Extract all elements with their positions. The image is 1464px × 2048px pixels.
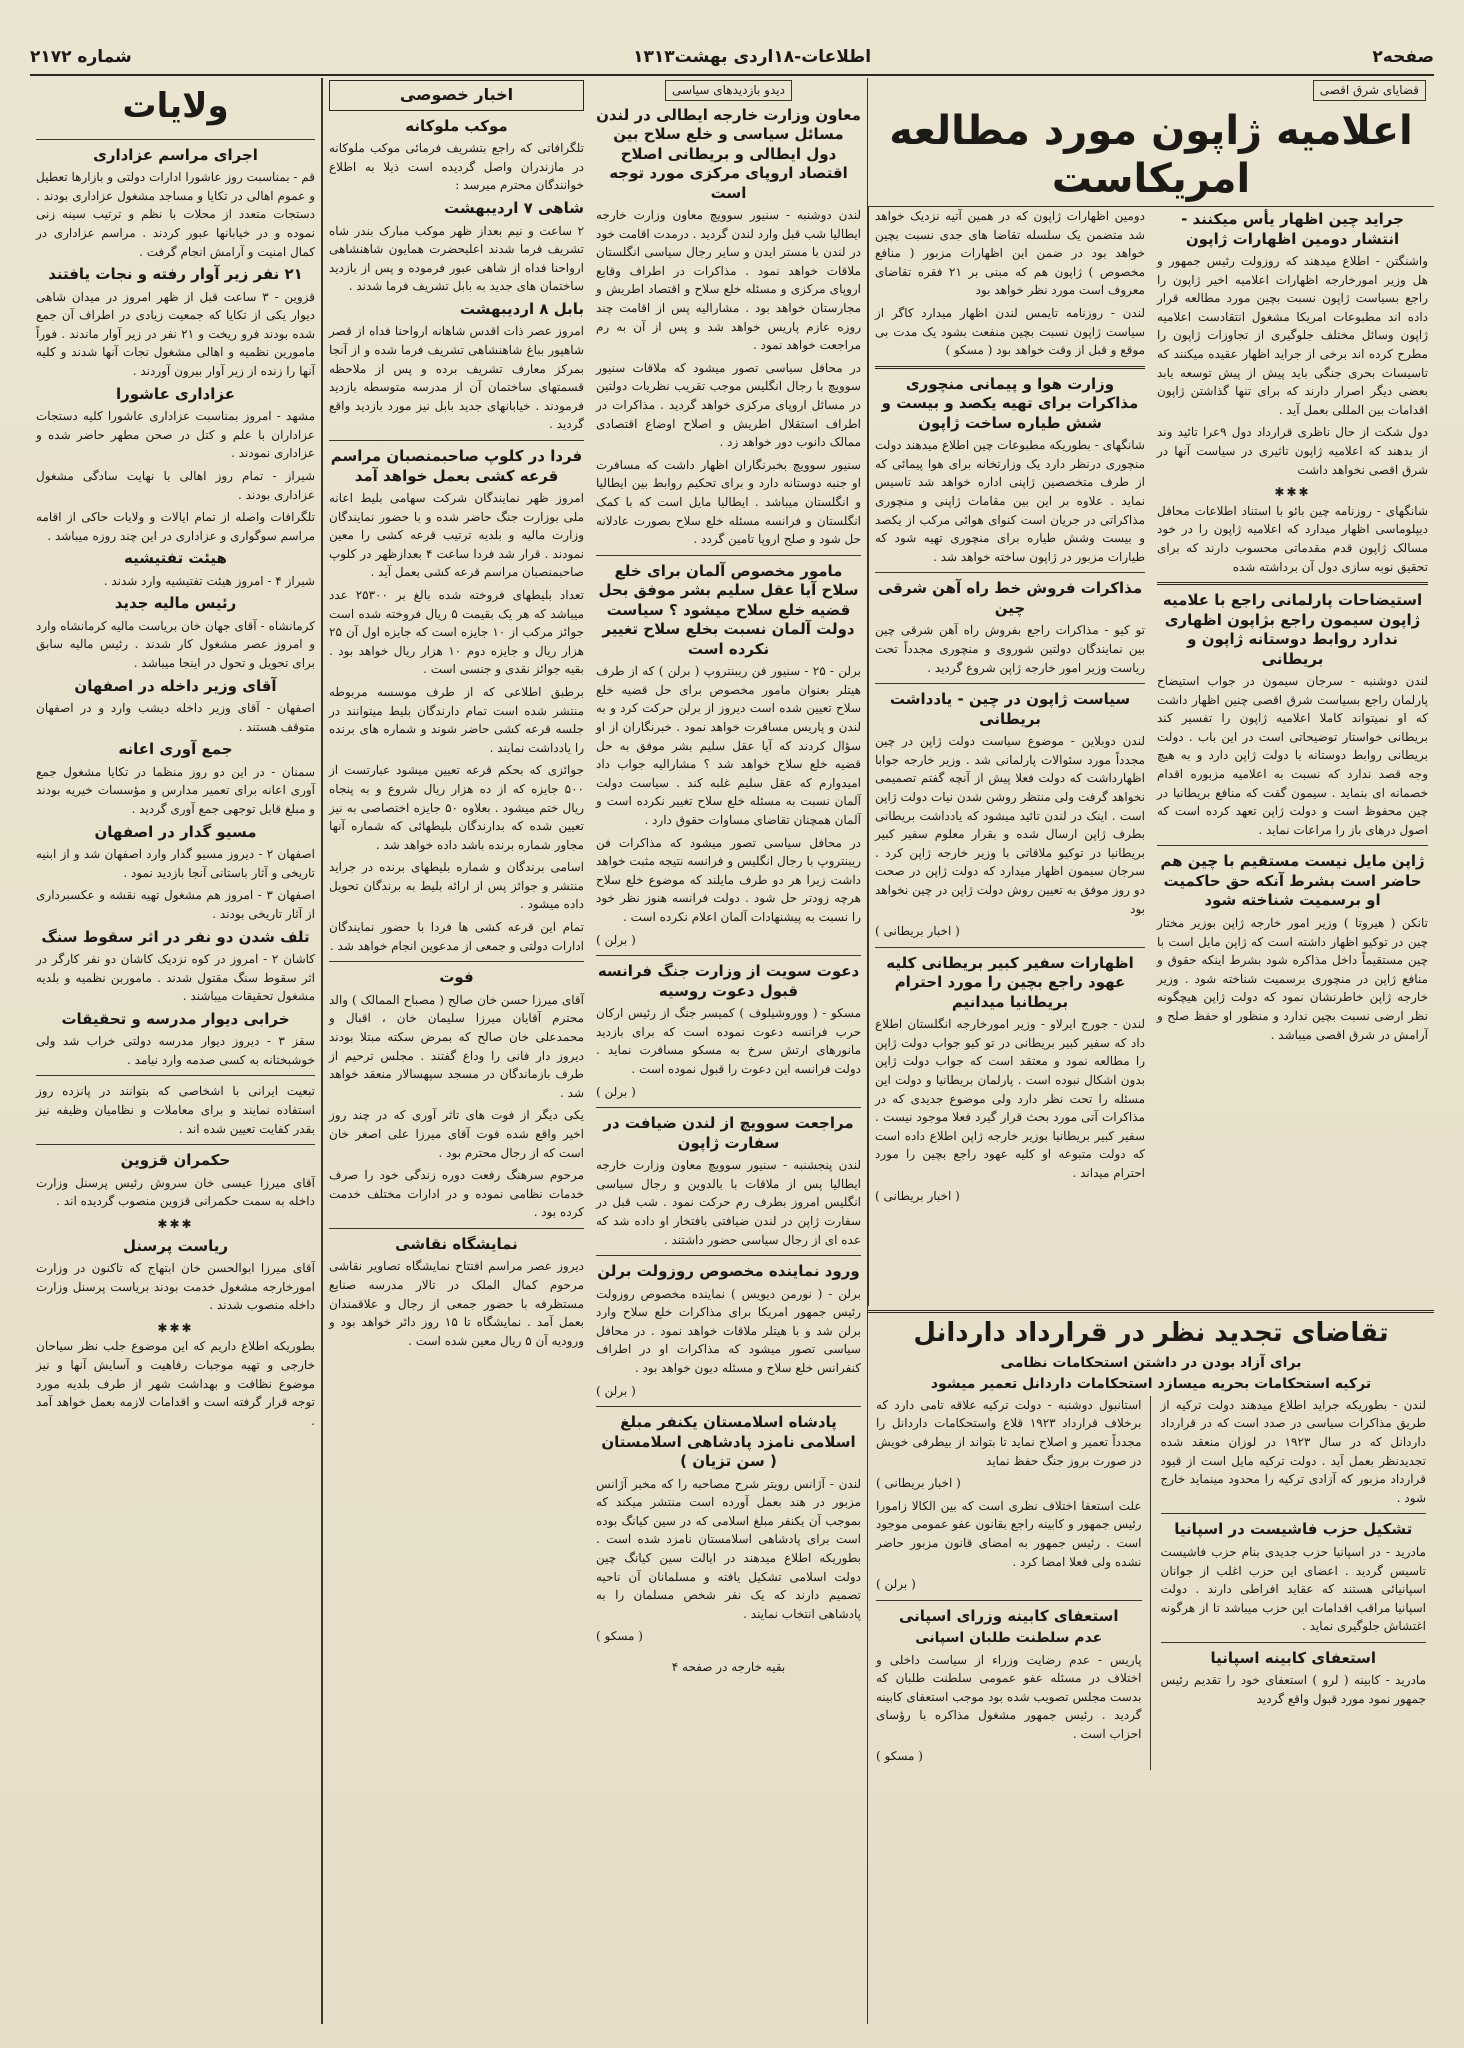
provinces-headline-9: تلف شدن دو نفر در اثر سقوط سنگ: [41, 927, 310, 946]
provinces-paragraph-11: اصفهان ۳ - امروز هم مشغول تهیه نقشه و عکسبرداری از آثار تاریخی بودند .: [36, 888, 315, 921]
bottom-headline-3: استعفای کابینه اسپانیا: [1210, 1648, 1376, 1667]
bottom-story: [868, 1310, 1434, 2024]
provinces-paragraph-14: تبعیت ایرانی با اشخاصی که بتوانند در پانزده روز استفاده نمایند و برای معاملات و نظامیان وظیفه نیز بقدر کفایت تعیین شده اند .: [36, 1084, 315, 1136]
foreign-signature-4: ( مسکو ): [596, 1629, 643, 1644]
foreign-paragraph-2: در محافل سیاسی تصور میشود که ملاقات سنیور سوویچ با رجال انگلیس موجب تقریب نظریات دولتین در مسائل اروپای مرکزی خواهد گردید . مذاکرات در اطراف استقلال اطریش و اصلاح اوضاع اقتصادی ممالک دانوب دور خواهد زد .: [596, 360, 861, 450]
bottom-paragraph-4: مادرید - کابینه ( لرو ) استعفای خود را تقدیم رئیس جمهور نمود مورد قبول واقع گردید: [1160, 1673, 1426, 1706]
provinces-paragraph-4: شیراز - تمام روز اهالی با نهایت سادگی مشغول عزاداری بودند .: [36, 468, 315, 502]
foreign-headline-1: معاون وزارت خارجه ایطالی در لندن مسائل سیاسی و خلع سلاح بین دول ایطالی و بریطانی اصلاح اقتصاد اروپای مرکزی مورد توجه است: [596, 105, 861, 202]
foreign-paragraph-4: برلن - ۲۵ - سنیور فن ریبنتروپ ( برلن ) که از طرف هیتلر بعنوان مامور مخصوص برای حل قضیه خلع سلاح تعیین شده است دیروز از برلن حرکت کرد و به لندن و پاریس مسافرت خواهد نمود . خبرنگاران از او سؤال کردند که آیا عقل سلیم بشر موفق به حل قضیه خلع سلاح خواهد شد ؟ مشارالیه جواب داد امیدوارم که عقل سلیم غلبه کند . سیاست دولت آلمان نسبت به مسئله خلع سلاح تغییر نکرده است و آلمان همچنان تقاضای مساوات حقوق دارد .: [596, 664, 862, 828]
provinces-paragraph-5: تلگرافات واصله از تمام ایالات و ولایات حاکی از اقامه مراسم سوگواری و عزاداری در این چند روزه میباشد .: [36, 510, 315, 543]
provinces-headline-2: ۲۱ نفر زیر آوار رفته و نجات یافتند: [48, 265, 303, 284]
foreign-headline-4: مراجعت سوویچ از لندن ضیافت در سفارت ژاپون: [603, 1114, 854, 1152]
bottom-paragraph-5: پاریس - عدم رضایت وزراء از سیاست داخلی و اختلاف در مسئله عفو عمومی سلطنت طلبان که بدست مجلس تصویب شده بود موجب استعفای کابینه گردید . رئیس جمهور مشغول مذاکره با رؤسای احزاب است .: [876, 1652, 1142, 1741]
special-headline-3: بابل ۸ اردیبهشت: [459, 299, 584, 318]
foreign-paragraph-1: لندن دوشنبه - سنیور سوویچ معاون وزارت خارجه ایطالیا شب قبل وارد لندن گردید . درمدت اقامت خود در لندن با مستر ایدن و سایر رجال سیاسی انگلستان ملاقات خواهد نمود . مذاکرات در اطراف وقایع اروپای مرکزی و مسئله خلع سلاح و اقتصاد اطریش و مجارستان خواهد بود . مشارالیه پس از اقامت چند روزه عازم پاریس خواهد شد و پس از آن به رم مراجعت خواهد نمود .: [596, 208, 861, 353]
special-paragraph-13: دیروز عصر مراسم افتتاح نمایشگاه تصاویر نقاشی مرحوم کمال الملک در تالار مدرسه صنایع مستظرفه با حضور جمعی از رجال و علاقمندان بعمل آمد . نمایشگاه تا ۱۵ روز دائر خواهد بود و ورودیه آن ۵ ریال معین شده است .: [329, 1259, 584, 1348]
lead-paragraph-2: دول شکت از حال ناظری قرارداد دول ۹عرا تائید وند از بدهند که اعلامیه ژاپون تاثیری در سیاست آنها در شرق اقصی نخواهد داشت: [1157, 425, 1428, 477]
columns-grid: [30, 78, 1434, 2024]
bottom-subhead-2: ترکیه استحکامات بحریه میسازد استحکامات داردانل تعمیر میشود: [930, 1375, 1372, 1392]
special-paragraph-6: برطبق اطلاعی که از طرف موسسه مربوطه منتشر شده است تمام دارندگان بلیط میتوانند در جلسه قرعه کشی حاضر شوند و شماره های برنده را یادداشت نمایند .: [329, 684, 584, 755]
provinces-paragraph-3: مشهد - امروز بمناسبت عزاداری عاشورا کلیه دستجات عزاداران با علم و کتل در صحن مطهر حاضر شده و عزاداری نمودند .: [36, 409, 315, 461]
foreign-headline-3: دعوت سویت از وزارت جنگ فرانسه قبول دعوت روسیه: [597, 962, 860, 1000]
provinces-paragraph-7: کرمانشاه - آقای جهان خان بریاست مالیه کرمانشاه وارد و امروز عصر مشغول کار شدند . رئیس مالیه سابق برای تحویل و تحول در اینجا میباشد .: [36, 618, 315, 671]
provinces-headline-6: آقای وزیر داخله در اصفهان: [74, 676, 277, 695]
lead-subhead-2: جراید چین اظهار یأس میکنند - انتشار دومین اظهارات ژاپون: [1181, 210, 1404, 248]
bottom-paragraph-2: استانبول دوشنبه - دولت ترکیه علاقه تامی دارد که برخلاف قرارداد ۱۹۲۳ قلاع واستحکامات داردانل را مجدداً تعمیر و اصلاح نماید تا بتواند از بیطرفی خویش در صورت بروز جنگ حفظ نماید: [876, 1397, 1142, 1468]
foreign-paragraph-5: در محافل سیاسی تصور میشود که مذاکرات فن ریبنتروپ با رجال انگلیس و فرانسه نتیجه مثبت خواهد داشت زیرا هر دو طرف مایلند که موضوع خلع سلاح هرچه زودتر حل شود . دولت فرانسه هنوز نظر خود را نسبت به پیشنهادات آلمان اعلام نکرده است .: [596, 835, 861, 924]
provinces-paragraph-6: شیراز ۴ - امروز هیئت تفتیشیه وارد شدند .: [103, 573, 315, 588]
paper-date: اطلاعات-۱۸اردی بهشت۱۳۱۳: [633, 47, 872, 67]
provinces-paragraph-13: سقز ۳ - دیروز دیوار مدرسه دولتی خراب شد ولی خوشبختانه به کسی صدمه وارد نیامد .: [36, 1034, 315, 1067]
lead-paragraph-5: لندن - روزنامه تایمس لندن اظهار میدارد کاگر از سیاست ژاپون نسبت بچین منفعت بشود یک مدت بی موقع و قبل از وقت خواهد بود ( مسکو ): [875, 305, 1145, 358]
provinces-headline-10: خرابی دیوار مدرسه و تحقیقات: [61, 1009, 290, 1028]
foreign-headline-5: ورود نماینده مخصوص روزولت برلن: [597, 1262, 860, 1281]
bottom-paragraph-3: مادرید - در اسپانیا حزب جدیدی بنام حزب فاشیست تاسیس گردید . اعضای این حزب اغلب از جوانان اسپانیائی هستند که عقاید افراطی دارند . دولت اسپانیا مراقب اقدامات این حزب میباشد تا از هرگونه اغتشاش جلوگیری نماید .: [1160, 1544, 1426, 1634]
foreign-continued: بقیه خارجه در صفحه ۴: [671, 1660, 786, 1675]
special-paragraph-3: امروز عصر ذات اقدس شاهانه ارواحنا فداه از قصر شاهپور بباغ شاهنشاهی تشریف فرما شده و از آنجا بمرکز معارف تشریف برده و پس از ملاحظه قسمتهای ساختمان آن از مدرسه متوسطه بازدید فرمودند . خیابانهای جدید بابل نیز مورد بازدید واقع گردید .: [329, 324, 584, 432]
provinces-paragraph-12: کاشان ۲ - امروز در کوه نزدیک کاشان دو نفر کارگر در اثر سقوط سنگ مقتول شدند . ماموربن نظمیه و بلدیه مشغول تحقیقات میباشند .: [36, 952, 315, 1004]
provinces-headline-1: اجرای مراسم عزاداری: [93, 145, 258, 164]
column-4: [322, 78, 590, 2024]
right-headline-1: استیضاحات پارلمانی راجع با علامیه ژاپون سیمون راجع بژاپون اظهاری ندارد روابط دوستانه ژاپون و بریطانی: [1162, 591, 1423, 668]
provinces-paragraph-9: سمنان - در این دو روز منظما در تکایا مشغول جمع آوری اعانه برای تعمیر مدارس و مؤسسات خیریه بودند و مبلغ قابل توجهی جمع آوری گردید .: [36, 764, 315, 817]
foreign-signature-3: ( برلن ): [596, 1383, 636, 1398]
bottom-signature: ( اخبار بریطانی ): [876, 1476, 961, 1491]
special-paragraph-4: امروز ظهر نمایندگان شرکت سهامی بلیط اعانه ملی بوزارت جنگ حاضر شده و با حضور نمایندگان وزارت مالیه و بلدیه ترتیب قرعه کشی را معین نمودند . قرار شد فردا ساعت ۴ بعدازظهر در کلوپ صاحبمنصبان مراسم قرعه کشی بعمل آید .: [329, 491, 584, 580]
lead-story-header: [868, 78, 1434, 204]
column-5: ولایات اجرای مراسم عزاداری قم - بمناسبت روز عاشورا ادارات دولتی و بازارها تعطیل و عموم اهالی در تکایا و مساجد مشغول عزاداری بودند . دستجات متعدد از محلات با نظم و ترتیب سینه زنی نموده و در خیابانها عبور کردند . مراسم عزاداری در کمال امنیت و آرامش انجام گرفت . ۲۱ نفر زیر آوار رفته و نجات یافتند قزوین - ۳ ساعت قبل از ظهر امروز در میدان شاهی دیوار یکی از تکایا که جمعیت زیادی در اطراف آن جمع شده بودند فرو ریخت و ۲۱ نفر در زیر آوار ماندند . فوراً مامورین نظمیه و اهالی مشغول نجات آنها شدند و کلیه آنها را زنده از زیر آوار بیرون آوردند . عزاداری عاشورا مشهد - امروز بمناسبت عزاداری عاشورا کلیه دستجات عزاداران با علم و کتل در صحن مطهر حاضر شده و عزاداری نمودند . شیراز - تمام روز اهالی با نهایت سادگی مشغول عزاداری بودند . تلگرافات واصله از تمام ایالات و ولایات حاکی از اقامه مراسم سوگواری و عزاداری در این چند روزه میباشد . هیئت تفتیشیه شیراز ۴ - امروز هیئت تفتیشیه وارد شدند . رئیس مالیه جدید کرمانشاه - آقای جهان خان بریاست مالیه کرمانشاه وارد و امروز عصر مشغول کار شدند . رئیس مالیه سابق برای تحویل و تحول در اینجا میباشد . آقای وزیر داخله در اصفهان اصفهان - آقای وزیر داخله دیشب وارد و در اصفهان متوقف هستند . جمع آوری اعانه سمنان - در این دو روز منظما در تکایا مشغول جمع آوری اعانه برای تعمیر مدارس و مؤسسات خیریه بودند و مبلغ قابل توجهی جمع آوری گردید . مسیو گدار در اصفهان اصفهان ۲ - دیروز مسیو گدار وارد اصفهان شد و از ابنیه تاریخی و آثار باستانی آنجا بازدید نمود . اصفهان ۳ - امروز هم مشغول تهیه نقشه و عکسبرداری از آثار تاریخی بودند . تلف شدن دو نفر در اثر سقوط سنگ کاشان ۲ - امروز در کوه نزدیک کاشان دو نفر کارگر در اثر سقوط سنگ مقتول شدند . ماموربن نظمیه و بلدیه مشغول تحقیقات میباشند . خرابی دیوار مدرسه و تحقیقات سقز ۳ - دیروز دیوار مدرسه دولتی خراب شد ولی خوشبختانه به کسی صدمه وارد نیامد . تبعیت ایرانی با اشخاصی که بتوانند در پانزده روز استفاده نمایند و برای معاملات و نظامیان وظیفه نیز بقدر کفایت تعیین شده اند . حکمران قزوین آقای میرزا عیسی خان سروش رئیس پرسنل وزارت داخله به سمت حکمرانی قزوین منصوب گردیده اند . ✱✱✱ ریاست پرسنل آقای میرزا ابوالحسن خان ابتهاج که تاکنون در وزارت امورخارجه مشغول خدمت بودند بریاست پرسنل وزارت داخله منصوب شدند . ✱✱✱ بطوریکه اطلاع داریم که این موضوع جلب نظر سیاحان خارجی و تهیه موجبات رفاهیت و آسایش آنها و نیز موضوع نظافت و بهداشت شهر از طرف بلدیه مورد توجه قرار گرفته است و اقدامات لازمه بعمل خواهد آمد .: [30, 78, 322, 2024]
provinces-paragraph-17: بطوریکه اطلاع داریم که این موضوع جلب نظر سیاحان خارجی و تهیه موجبات رفاهیت و آسایش آنها و نیز موضوع نظافت و بهداشت شهر از طرف بلدیه مورد توجه قرار گرفته است و اقدامات لازمه بعمل خواهد آمد .: [36, 1339, 315, 1428]
masthead: [30, 40, 1434, 76]
foreign-headline-2: مامور مخصوص آلمان برای خلع سلاح آیا عقل سلیم بشر موفق بحل قضیه خلع سلاح میشود ؟ سیاست دولت آلمان نسبت بخلع سلاح تغییر نکرده است: [598, 561, 859, 658]
special-headline-6: نمایشگاه نقاشی: [395, 1234, 518, 1253]
bottom-headline: تقاضای تجدید نظر در قرارداد داردانل: [913, 1318, 1389, 1348]
special-paragraph-2: ۲ ساعت و نیم بعداز ظهر موکب مبارک بندر شاه تشریف فرما شدند اعلیحضرت همایون شاهنشاهی ارواحنا فداه از شاهی عبور فرموده و پس از بازدید ساختمان های جدید به بابل تشریف فرما شدند .: [329, 223, 584, 294]
foreign-headline-6: پادشاه اسلامستان یکنفر مبلغ اسلامی نامزد پادشاهی اسلامستان ( سن تزیان ): [601, 1413, 856, 1471]
special-paragraph-1: تلگرافاتی که راجع بتشریف فرمائی موکب ملوکانه در مازندران واصل گردیده است ذیلا به اطلاع خوانندگان محترم میرسد :: [329, 141, 584, 193]
foreign-kicker: دیدو بازدیدهای سیاسی: [665, 80, 792, 101]
special-paragraph-12: مرحوم سرهنگ رفعت دوره زندگی خود را صرف خدمات نظامی نموده و در ادارات مختلف خدمت کرده بود .: [329, 1168, 584, 1220]
right-headline-2: ژاپن مایل نیست مستقیم با چین هم حاضر است بشرط آنکه حق حاکمیت او برسمیت شناخته شود: [1160, 852, 1425, 910]
column-2: [868, 206, 1151, 1306]
left-headline-1: وزارت هوا و پیمانی منچوری مذاکرات برای تهیه یکصد و بیست و شش طیاره ساخت ژاپون: [881, 374, 1139, 432]
provinces-title: ولایات: [122, 86, 229, 126]
bottom-headline-4: استعفای کابینه وزرای اسپانی: [898, 1606, 1119, 1625]
provinces-headline-8: مسیو گدار در اصفهان: [94, 822, 257, 841]
special-headline-5: فوت: [439, 968, 474, 987]
left-paragraph-1: شانگهای - بطوریکه مطبوعات چین اطلاع میدهند دولت منچوری درنظر دارد یک وزارتخانه برای هوا پیمائی که از طرف متخصصین ژاپنی اداره خواهد شد تاسیس نماید . علاوه بر این بین مقامات ژاپنی و منچوری مذاکراتی در جریان است کنوای هوائی مرکب از یکصد و بیست وشش طیاره برای منچوری تهیه شود که طیارات مزبور در ژاپون ساخته خواهد شد .: [875, 438, 1145, 564]
foreign-paragraph-7: لندن پنجشنبه - سنیور سوویچ معاون وزارت خارجه ایطالیا پس از ملاقات با بالدوین و رجال سیاسی انگلیس امروز بطرف رم حرکت نمود . شب قبل در سفارت ژاپن در لندن ضیافتی بافتخار او داده شد که عده ای از رجال سیاسی حضور داشتند .: [596, 1158, 861, 1247]
left-paragraph-4: لندن - جورج ایرلاو - وزیر امورخارجه انگلستان اطلاع داد که سفیر کبیر بریطانی در تو کیو جواب دولت ژاپن را مطالعه نمود و معتقد است که جواب دولت ژاپن بدون اشکال نبوده است . پارلمان بریطانیا و دولت این مسئله را تحت نظر دارد ولی موضوع جدیدی که در مذاکرات آتی مورد بحث قرار گیرد فعلا موجود نیست . سفیر کبیر بریطانیا بوزیر خارجه ژاپن اطلاع داده است که دولت متبوعه او کلیه عهود راجع بچین را مورد احترام میداند .: [875, 1017, 1145, 1180]
bottom-signature-3: ( برلن ): [876, 1577, 916, 1592]
provinces-paragraph-2: قزوین - ۳ ساعت قبل از ظهر امروز در میدان شاهی دیوار یکی از تکایا که جمعیت زیادی در اطراف آن جمع شده بودند فرو ریخت و ۲۱ نفر در زیر آوار ماندند . فوراً مامورین نظمیه و اهالی مشغول نجات آنها شدند و کلیه آنها را زنده از زیر آوار بیرون آوردند .: [36, 289, 316, 379]
foreign-signature-2: ( برلن ): [596, 1084, 636, 1099]
lead-paragraph-1: واشنگتن - اطلاع میدهند که روزولت رئیس جمهور و هل وزیر امورخارجه اظهارات اعلامیه اخیر ژاپون را راجع بسیاست ژاپون نسبت بچین مورد مطالعه قرار داده اند مطبوعات امریکا مشغول انتقادست اعلامیه ژاپون وسائل مختلف جلوگیری از تجاوزات ژاپون را مطرح کرده اند برخی از جراید اظهار عقیده میکنند که تاسیسات بحری جنگی باید پیش از پیش توسعه یابد بعضی دیگر اصرار دارند که برای تنها گذاشتن ژاپون اقدامات بین المللی بعمل آید .: [1157, 254, 1428, 417]
provinces-paragraph-8: اصفهان - آقای وزیر داخله دیشب وارد و در اصفهان متوقف هستند .: [36, 701, 315, 734]
special-headline-2: شاهی ۷ اردیبهشت: [444, 199, 584, 218]
special-headline-4: فردا در کلوپ صاحبمنصبان مراسم قرعه کشی بعمل خواهد آمد: [330, 447, 583, 485]
left-headline-3: سیاست ژاپون در چین - یادداشت بریطانی: [889, 690, 1131, 728]
page-label: صفحه۲: [1372, 47, 1434, 67]
foreign-paragraph-6: مسکو - ( ووروشیلوف ) کمیسر جنگ از رئیس ارکان حرب فرانسه دعوت نموده است که برای بازدید مانورهای ارتش سرخ به مسکو مسافرت نماید . دولت فرانسه این دعوت را قبول نموده است .: [596, 1006, 861, 1076]
foreign-paragraph-8: برلن - ( نورمن دیویس ) نماینده مخصوص روزولت رئیس جمهور امریکا برای مذاکرات خلع سلاح وارد برلن شد و با هیتلر ملاقات خواهد نمود . در محافل سیاسی تصور میشود که مذاکرات او در اطراف کنفرانس خلع سلاح و مسئله دیون خواهد بود .: [596, 1286, 861, 1375]
foreign-paragraph-9: لندن - آژانس رویتر شرح مصاحبه را که مخبر آژانس مزبور در هند بعمل آورده است منتشر میکند که بموجب آن یکنفر مبلغ اسلامی که در سین کیانگ بوده است برای پادشاهی اسلامستان نامزد شده است . بطوریکه اطلاع میدهند در ایالت سین کیانگ چین دولت اسلامی تشکیل یافته و مسلمانان آن ناحیه تصمیم دارند که یک نفر شخص مسلمان را به پادشاهی انتخاب نمایند .: [596, 1476, 861, 1621]
provinces-paragraph-10: اصفهان ۲ - دیروز مسیو گدار وارد اصفهان شد و از ابنیه تاریخی و آثار باستانی آنجا بازدید نمود .: [36, 847, 315, 880]
left-paragraph-3: لندن دوبلاین - موضوع سیاست دولت ژاپن در چین مجدداً مورد سئوالات پارلمانی شد . وزیر خارجه جوابا اظهارداشت که دولت فعلا پیش از آنچه گفتم تصمیمی نخواهد گرفت ولی منتظر روشن شدن نیات دولت ژاپن است . اینک در لندن تائید میشود که یادداشت بریطانی بطرف ژاپن ارسال شده و بقرار معلوم سفیر کبیر بریطانیا در توکیو ملاقاتی با وزیر خارجه ژاپن کرد . سرجان سیمون اظهار میدارد که دولت ژاپن در صحت دو روز موفق به تعیین روش دولت ژاپن در چین نخواهد بود: [875, 734, 1145, 916]
bottom-paragraph-1: لندن - بطوریکه جراید اطلاع میدهند دولت ترکیه از طریق مذاکرات سیاسی در صدد است که در قرارداد داردانل که در سال ۱۹۲۳ در لوزان منعقد شده تجدیدنظر بعمل آید . دولت ترکیه مایل است از قیود قرارداد مزبور که آزادی ترکیه را محدود مینماید خارج شود .: [1160, 1397, 1426, 1505]
left-headline-2: مذاکرات فروش خط راه آهن شرقی چین: [877, 579, 1143, 617]
bottom-headline-2: تشکیل حزب فاشیست در اسپانیا: [1174, 1520, 1413, 1539]
left-headline-4: اظهارات سفیر کبیر بریطانی کلیه عهود راجع بچین را مورد احترام بریطانیا میدانیم: [886, 953, 1134, 1011]
special-paragraph-10: آقای میرزا حسن خان صالح ( مصباح الممالک ) والد محترم آقایان میرزا سلیمان خان ، اقبال و محمدعلی خان صالح که بمرض سکته مبتلا بودند دیروز دار فانی را وداع گفتند . مجلس ترحیم از طرف بازماندگان در مسجد سپهسالار منعقد خواهد شد .: [329, 992, 584, 1100]
special-paragraph-7: جوائزی که بحکم قرعه تعیین میشود عبارتست از ۵۰۰ جایزه که از ده هزار ریال شروع و به پنجاه ریال ختم میشود . بعلاوه ۵۰ جایزه اختصاصی به نیز تعیین شده که بدارندگان بلیطهائی که شماره آنها مجاور شماره برنده باشد داده خواهد شد .: [329, 763, 585, 852]
provinces-headline-4: هیئت تفتیشیه: [124, 549, 227, 568]
foreign-signature-1: ( برلن ): [596, 932, 636, 947]
left-signature-2: ( اخبار بریطانی ): [875, 1188, 960, 1203]
right-paragraph-1: لندن دوشنبه - سرجان سیمون در جواب استیضاح پارلمان راجع بسیاست شرق اقصی چنین اظهار داشت که او نمیتواند کاملا اعلامیه ژاپون را تفسیر کند بریطانی خواستار توضیحاتی است در این باب . دولت بریطانی روابط دوستانه با دولت ژاپن دارد و به هیچ وجه قصد ندارد که نسبت به اعلامیه مزبوره اقدام خصمانه ای بنماید . سیمون گفت که منافع بریطانیا در چین محفوظ است و دولت ژاپن تعهد کرده است که اصول درهای باز را مراعات نماید .: [1157, 674, 1428, 837]
bottom-paragraph-6: علت استعفا اختلاف نظری است که بین الکالا زامورا رئیس جمهور و کابینه راجع بقانون عفو عمومی موجود است . رئیس جمهور به امضای قانون مزبور حاضر نشده ولی فعلا امضا کرد .: [876, 1498, 1142, 1569]
special-paragraph-11: یکی دیگر از فوت های تاثر آوری که در چند روز اخیر واقع شده فوت آقای میرزا علی اصغر خان است که از رجال محترم بود .: [329, 1108, 584, 1160]
provinces-headline-7: جمع آوری اعانه: [118, 740, 233, 759]
bottom-subhead: برای آزاد بودن در داشتن استحکامات نظامی: [1000, 1354, 1302, 1371]
foreign-paragraph-3: سنیور سوویچ بخبرنگاران اظهار داشت که مسافرت او جنبه دوستانه دارد و برای تحکیم روابط بین ایطالیا و انگلستان میباشد . ایطالیا مایل است که با کمک انگلستان و فرانسه مسئله خلع سلاح بصورت عادلانه حل شود و صلح اروپا تامین گردد .: [596, 457, 861, 547]
bottom-signature-2: ( مسکو ): [876, 1749, 923, 1764]
provinces-headline-11: حکمران قزوین: [120, 1151, 231, 1170]
special-paragraph-9: تمام این قرعه کشی ها فردا با حضور نمایندگان ادارات دولتی و جمعی از مدعوین انجام خواهد شد .: [329, 920, 584, 953]
provinces-paragraph-15: آقای میرزا عیسی خان سروش رئیس پرسنل وزارت داخله به سمت حکمرانی قزوین منصوب گردیده اند .: [36, 1175, 315, 1209]
provinces-paragraph-1: قم - بمناسبت روز عاشورا ادارات دولتی و بازارها تعطیل و عموم اهالی در تکایا و مساجد مشغول عزاداری بودند . دستجات متعدد از محلات با نظم و ترتیب سینه زنی نموده و در خیابانها عبور کردند . مراسم عزاداری در کمال امنیت و آرامش انجام گرفت .: [36, 170, 315, 259]
provinces-paragraph-16: آقای میرزا ابوالحسن خان ابتهاج که تاکنون در وزارت امورخارجه مشغول خدمت بودند بریاست پرسنل وزارت داخله منصوب شدند .: [36, 1261, 315, 1313]
right-paragraph-2: تانکن ( هیروتا ) وزیر امور خارجه ژاپن بوزیر مختار چین در توکیو اظهار داشته است که ژاپن مایل است با چین مستقیماً داخل مذاکره شود بشرط اینکه حقوق و منافع ژاپن در منچوری برسمیت شناخته شود . وزیر خارجه ژاپن خاطرنشان نمود که دولت ژاپن هیچگونه نظر ارضی نسبت بچین ندارد و منظور او حفظ صلح و آرامش در شرق اقصی میباشد .: [1157, 915, 1428, 1042]
issue-number: شماره ۲۱۷۲: [30, 47, 132, 67]
special-paragraph-8: اسامی برندگان و شماره بلیطهای برنده در جراید منتشر و جوائز پس از ارائه بلیط به برندگان تحویل داده میشود .: [329, 860, 584, 912]
column-3: [590, 78, 868, 2024]
provinces-headline-5: رئیس مالیه جدید: [114, 594, 237, 613]
bottom-headline-4b: عدم سلطنت طلبان اسپانی: [915, 1630, 1103, 1647]
lead-paragraph-4: دومین اظهارات ژاپون که در همین آتیه نزدیک خواهد شد متضمن یک سلسله تقاضا های جدی نسبت بچین خواهد بود در ضمن این اظهارات مزبور ( منافع مخصوص ) ژاپون هم که مبنی بر ۲۱ فقره تقاضای معروف است مورد نظر خواهد بود: [875, 209, 1145, 298]
lead-headline: اعلامیه ژاپون مورد مطالعه امریکاست: [889, 107, 1413, 202]
special-headline-1: موکب ملوکانه: [405, 116, 508, 135]
section-kicker: قضایای شرق اقصی: [1313, 80, 1426, 101]
special-news-label: اخبار خصوصی: [329, 80, 584, 111]
lead-paragraph-3: شانگهای - روزنامه چین بائو با استناد اطلاعات محافل دیپلوماسی اظهار میدارد که اعلامیه ژاپون را در خود مسالک ژاپون قدم مقدماتی محسوب دارند که برای تحقیق نوبه سازی دول آن برداشته شده: [1157, 503, 1428, 574]
provinces-headline-12: ریاست پرسنل: [123, 1236, 228, 1255]
left-signature: ( اخبار بریطانی ): [875, 924, 960, 939]
left-paragraph-2: تو کیو - مذاکرات راجع بفروش راه آهن شرقی چین بین نمایندگان دولتین شوروی و منچوری مجدداً تحت ریاست وزیر امور خارجه ژاپن شروع گردید .: [875, 623, 1145, 675]
special-paragraph-5: تعداد بلیطهای فروخته شده بالغ بر ۲۵۳۰۰ عدد میباشد که هر یک بقیمت ۵ ریال فروخته شده است جوائز مرکب از ۱۰ جایزه است که جایزه اول آن ۲۵ هزار ریال و جایزه دوم ۱۰ هزار ریال خواهد بود . بقیه جوائز نقدی و جنسی است .: [329, 587, 584, 677]
column-1: جراید چین اظهار یأس میکنند - انتشار دومین اظهارات ژاپون واشنگتن - اطلاع میدهند که روزولت رئیس جمهور و هل وزیر امورخارجه اظهارات اعلامیه اخیر ژاپون را راجع بسیاست ژاپون نسبت بچین مورد مطالعه قرار داده اند مطبوعات امریکا مشغول انتقادست اعلامیه ژاپون وسائل مختلف جلوگیری از تجاوزات ژاپون را مطرح کرده اند برخی از جراید اظهار عقیده میکنند که تاسیسات بحری جنگی باید پیش از پیش توسعه یابد بعضی دیگر اصرار دارند که برای تنها گذاشتن ژاپون اقدامات بین المللی بعمل آید . دول شکت از حال ناظری قرارداد دول ۹عرا تائید وند از بدهند که اعلامیه ژاپون تاثیری در سیاست آنها در شرق اقصی نخواهد داشت ✱✱✱ شانگهای - روزنامه چین بائو با استناد اطلاعات محافل دیپلوماسی اظهار میدارد که اعلامیه ژاپون را در خود مسالک ژاپون قدم مقدماتی محسوب دارند که برای تحقیق نوبه سازی دول آن برداشته شده استیضاحات پارلمانی راجع با علامیه ژاپون سیمون راجع بژاپون اظهاری ندارد روابط دوستانه ژاپون و بریطانی لندن دوشنبه - سرجان سیمون در جواب استیضاح پارلمان راجع بسیاست شرق اقصی چنین اظهار داشت که او نمیتواند کاملا اعلامیه ژاپون را تفسیر کند بریطانی خواستار توضیحاتی است در این باب . دولت بریطانی روابط دوستانه با دولت ژاپن دارد و به هیچ وجه قصد ندارد که نسبت به اعلامیه مزبوره اقدام خصمانه ای بنماید . سیمون گفت که منافع بریطانیا در چین محفوظ است و دولت ژاپن تعهد کرده است که اصول درهای باز را مراعات نماید . ژاپن مایل نیست مستقیم با چین هم حاضر است بشرط آنکه حق حاکمیت او برسمیت شناخته شود تانکن ( هیروتا ) وزیر امور خارجه ژاپن بوزیر مختار چین در توکیو اظهار داشته است که ژاپن مایل است با چین مستقیماً داخل مذاکره شود بشرط اینکه حقوق و منافع ژاپن در منچوری برسمیت شناخته شود . وزیر خارجه ژاپن خاطرنشان نمود که دولت ژاپن هیچگونه نظر ارضی نسبت بچین ندارد و منظور او حفظ صلح و آرامش در شرق اقصی میباشد .: [1151, 206, 1434, 1306]
provinces-headline-3: عزاداری عاشورا: [116, 384, 235, 403]
